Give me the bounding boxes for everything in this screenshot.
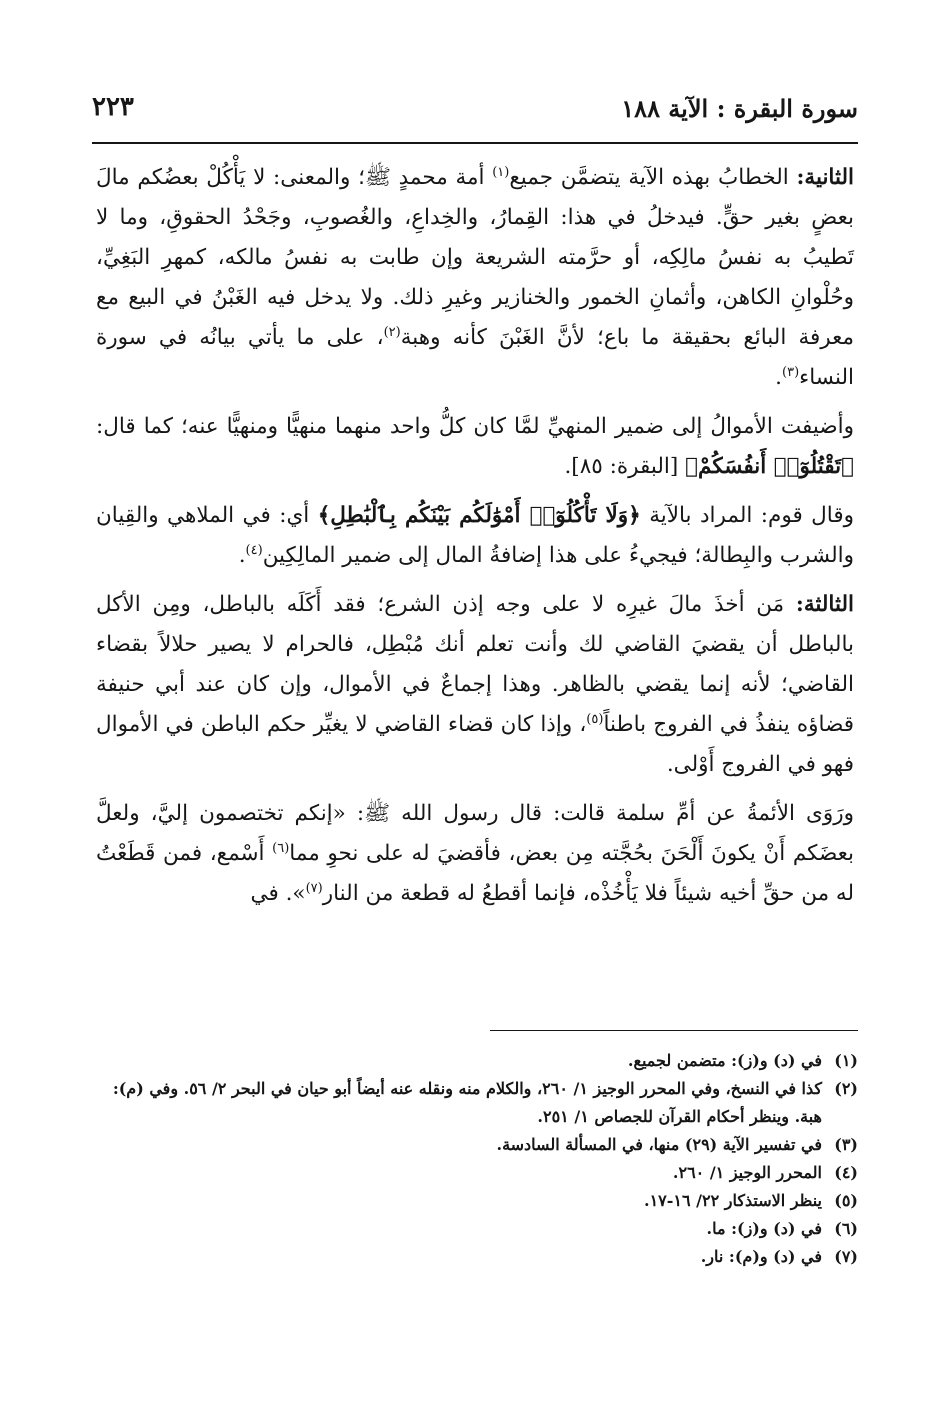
footnote — [96, 1243, 858, 1271]
quran-quote: ﴿وَلَا تَأْكُلُوٓا۟ أَمْوَٰلَكُم بَيْنَكُم بِٱلْبَٰطِلِ﴾ — [317, 503, 641, 528]
quran-quote: ﴿تَقْتُلُوٓا۟ أَنفُسَكُمْ﴾ — [685, 454, 854, 479]
footnote-reference: (٥) — [586, 711, 604, 727]
footnote-reference: (٢) — [383, 324, 401, 340]
footnote-number: (٧) — [834, 1247, 858, 1266]
paragraph — [96, 585, 854, 785]
paragraph-heading: الثانية: — [796, 165, 854, 190]
paragraph — [96, 794, 854, 914]
footnote-divider — [490, 1030, 858, 1031]
footnote — [96, 1131, 858, 1159]
body-text: وأضيفت الأموالُ إلى ضمير المنهيِّ لمَّا كان كلُّ واحد منهما منهيًّا ومنهيًّا عنه؛ كما قال: — [96, 414, 854, 439]
footnote-text: كذا في النسخ، وفي المحرر الوجيز ١/ ٢٦٠، والكلام منه ونقله عنه أيضاً أبو حيان في البحر ٢/ ٥٦. وفي (م): هبة. وينظر أحكام القرآن للجصاص ١/ ٢٥١. — [112, 1079, 822, 1126]
footnote-number: (٥) — [834, 1191, 858, 1210]
paragraph — [96, 158, 854, 398]
footnote — [96, 1159, 858, 1187]
footnote-text: في تفسير الآية (٢٩) منها، في المسألة السادسة. — [496, 1135, 822, 1154]
footnote-text: في (د) و(ز): ما. — [706, 1219, 822, 1238]
header-divider — [92, 142, 858, 144]
footnote — [96, 1047, 858, 1075]
footnote-reference: (١) — [492, 164, 510, 180]
footnote-number: (٤) — [834, 1163, 858, 1182]
footnote — [96, 1215, 858, 1243]
body-text: ». في — [250, 881, 306, 906]
footnote — [96, 1075, 858, 1131]
running-title: سورة البقرة : الآية ١٨٨ — [621, 94, 858, 123]
body-text: ، وإذا كان قضاء القاضي لا يغيِّر حكم الباطن في الأموال فهو في الفروج أَوْلى. — [96, 712, 854, 777]
body-text: ، على ما يأتي بيانُه في سورة النساء — [96, 325, 854, 390]
footnote-text: في (د) و(ز): متضمن لجميع. — [627, 1051, 822, 1070]
footnote-reference: (٤) — [245, 542, 263, 558]
footnote-reference: (٦) — [272, 840, 290, 856]
body-text: . — [238, 543, 246, 568]
footnote-number: (٣) — [834, 1135, 858, 1154]
footnote-number: (٦) — [834, 1219, 858, 1238]
footnote-number: (٢) — [834, 1079, 858, 1098]
footnote-text: المحرر الوجيز ١/ ٢٦٠. — [672, 1163, 822, 1182]
body-text: أمة محمدٍ ﷺ؛ والمعنى: لا يَأْكُلْ بعضُكم مالَ بعضٍ بغير حقٍّ. فيدخلُ في هذا: القِمارُ، والخِداعِ، والغُصوبِ، وجَحْدُ الحقوقِ، وما لا تَطيبُ به نفسُ مالِكِه، أو حرَّمته الشريعة وإن طابت به نفسُ مالكه، كمهرِ البَغِيِّ، وحُلْوانِ الكاهن، وأثمانِ الخمور والخنازير وغيرِ ذلك. ولا يدخل فيه الغَبْنُ في البيع مع معرفة البائع بحقيقة ما باع؛ لأنَّ الغَبْنَ كأنه وهبة — [96, 165, 854, 350]
main-text — [96, 158, 854, 923]
footnote-reference: (٣) — [782, 364, 800, 380]
paragraph — [96, 407, 854, 487]
footnote-number: (١) — [834, 1051, 858, 1070]
footnote-reference: (٧) — [305, 880, 323, 896]
page-number: ٢٢٣ — [92, 92, 134, 122]
body-text: . — [775, 365, 782, 390]
body-text: وقال قوم: المراد بالآية — [640, 503, 855, 528]
footnotes — [96, 1047, 858, 1271]
body-text: مَن أخذَ مالَ غيرِه لا على وجه إذن الشرع؛ فقد أَكَلَه بالباطل، ومِن الأكل بالباطل أن يقضيَ القاضي لك وأنت تعلم أنك مُبْطِل، فالحرام لا يصير حلالاً بقضاء القاضي؛ لأنه إنما يقضي بالظاهر. وهذا إجماعٌ في الأموال، وإن كان عند أبي حنيفة قضاؤه ينفذُ في الفروج باطناً — [96, 592, 855, 737]
body-text: أي: في الملاهي والقِيان والشرب والبِطالة؛ فيجيءُ على هذا إضافةُ المال إلى ضمير المالِكِين — [96, 503, 854, 568]
body-text: [البقرة: ٨٥]. — [564, 454, 686, 479]
footnote — [96, 1187, 858, 1215]
paragraph-heading: الثالثة: — [795, 592, 854, 617]
footnote-text: في (د) و(م): نار. — [700, 1247, 822, 1266]
body-text: ورَوَى الأئمةُ عن أمِّ سلمة قالت: قال رسول الله ﷺ: «إنكم تختصمون إليَّ، ولعلَّ بعضَكم أَنْ يكونَ أَلْحَنَ بحُجَّته مِن بعض، فأقضيَ له على نحوِ مما — [96, 801, 854, 866]
paragraph — [96, 496, 854, 576]
page-header — [92, 88, 858, 128]
body-text: أَسْمع، فمن قَطَعْتُ له من حقِّ أخيه شيئاً فلا يَأْخُذْه، فإنما أقطعُ له قطعة من النار — [96, 841, 854, 906]
body-text: الخطابُ بهذه الآية يتضمَّن جميع — [509, 165, 797, 190]
footnote-text: ينظر الاستذكار ٢٢/ ١٦-١٧. — [644, 1191, 822, 1210]
